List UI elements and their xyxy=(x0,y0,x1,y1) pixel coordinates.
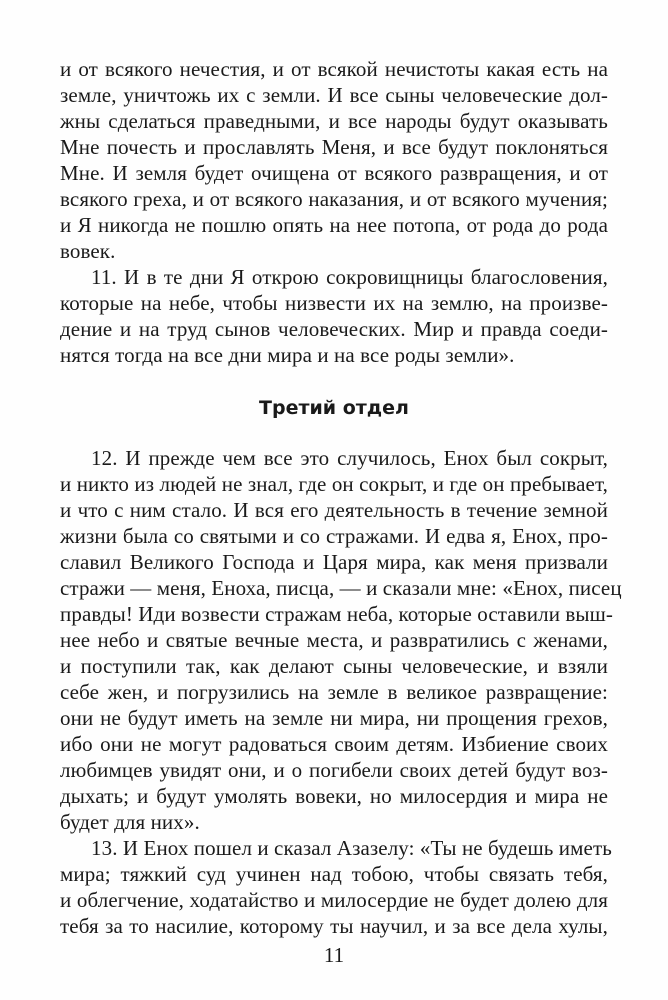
text-line: правды! Иди возвести стражам неба, которые оставили выш- xyxy=(60,602,613,626)
text-line: они не будут иметь на земле ни мира, ни прощения грехов, xyxy=(60,706,608,730)
text-line: и облегчение, ходатайство и милосердие не будет долею для xyxy=(60,888,608,912)
text-line: дыхать; и будут умолять вовеки, но милосердия и мира не xyxy=(60,784,608,808)
text-line: которые на небе, чтобы низвести их на землю, на произве- xyxy=(60,291,608,315)
text-line: и что с ним стало. И вся его деятельность в течение земной xyxy=(60,498,608,522)
text-line: Мне. И земля будет очищена от всякого развращения, и от xyxy=(60,161,608,185)
text-line: 13. И Енох пошел и сказал Азазелу: «Ты не будешь иметь xyxy=(91,836,612,860)
text-line: 12. И прежде чем все это случилось, Енох был сокрыт, xyxy=(91,446,608,470)
text-line: 11. И в те дни Я открою сокровищницы благословения, xyxy=(91,265,608,289)
text-line: стражи — меня, Еноха, писца, — и сказали мне: «Енох, писец xyxy=(60,576,622,600)
text-line: ибо они не могут радоваться своим детям. Избиение своих xyxy=(60,732,608,756)
text-line: и от всякого нечестия, и от всякой нечистоты какая есть на xyxy=(60,57,608,81)
text-line: тебя за то насилие, которому ты научил, и за все дела хулы, xyxy=(60,914,608,938)
text-line: и Я никогда не пошлю опять на нее потопа, от рода до рода xyxy=(60,213,608,237)
text-line: мира; тяжкий суд учинен над тобою, чтобы связать тебя, xyxy=(60,862,608,886)
text-line: и никто из людей не знал, где он сокрыт, и где он пребывает, xyxy=(60,472,608,496)
text-line: нятся тогда на все дни мира и на все роды земли». xyxy=(60,343,515,367)
section-heading: Третий отдел xyxy=(259,397,409,419)
text-line: и поступили так, как делают сыны человеческие, и взяли xyxy=(60,654,608,678)
text-line: нее небо и святые вечные места, и развратились с женами, xyxy=(60,628,608,652)
text-line: жны сделаться праведными, и все народы будут оказывать xyxy=(60,109,608,133)
text-line: жизни была со святыми и со стражами. И едва я, Енох, про- xyxy=(60,524,608,548)
text-line: Мне почесть и прославлять Меня, и все будут поклоняться xyxy=(60,135,608,159)
text-line: земле, уничтожь их с земли. И все сыны человеческие дол- xyxy=(60,83,608,107)
text-line: всякого греха, и от всякого наказания, и от всякого мучения; xyxy=(60,187,608,211)
page-number: 11 xyxy=(323,943,345,967)
text-line: себе жен, и погрузились на земле в великое развращение: xyxy=(60,680,608,704)
text-line: вовек. xyxy=(60,239,116,263)
text-line: будет для них». xyxy=(60,810,200,834)
text-line: дение и на труд сынов человеческих. Мир и правда соеди- xyxy=(60,317,608,341)
text-line: славил Великого Господа и Царя мира, как меня призвали xyxy=(60,550,608,574)
text-line: любимцев увидят они, и о погибели своих детей будут воз- xyxy=(60,758,608,782)
